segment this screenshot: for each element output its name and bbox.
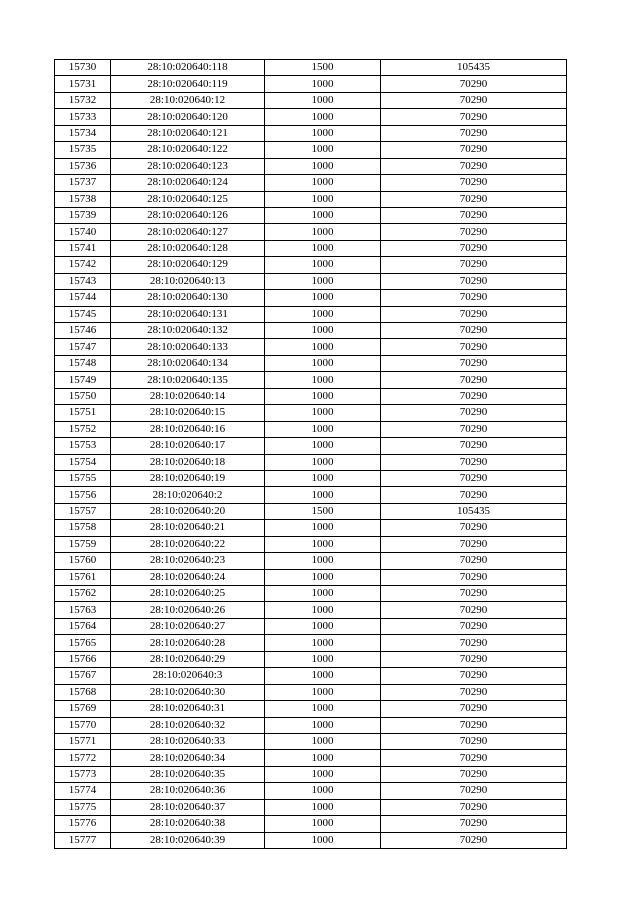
table-row bbox=[55, 60, 567, 76]
cadastral-number-cell: 28:10:020640:36 bbox=[111, 783, 265, 799]
cadastral-number-cell: 28:10:020640:127 bbox=[111, 224, 265, 240]
cadastral-number-cell: 28:10:020640:30 bbox=[111, 684, 265, 700]
cadastral-number-cell: 28:10:020640:33 bbox=[111, 733, 265, 749]
table-row bbox=[55, 668, 567, 684]
cadastral-number-cell: 28:10:020640:19 bbox=[111, 470, 265, 486]
row-number-cell: 15750 bbox=[55, 388, 111, 404]
table-row bbox=[55, 766, 567, 782]
table-row bbox=[55, 92, 567, 108]
row-number-cell: 15749 bbox=[55, 372, 111, 388]
row-number-cell: 15731 bbox=[55, 76, 111, 92]
table-row bbox=[55, 783, 567, 799]
value-cell: 70290 bbox=[381, 306, 567, 322]
table-row bbox=[55, 487, 567, 503]
area-cell: 1000 bbox=[265, 109, 381, 125]
area-cell: 1000 bbox=[265, 816, 381, 832]
row-number-cell: 15751 bbox=[55, 405, 111, 421]
cadastral-number-cell: 28:10:020640:133 bbox=[111, 339, 265, 355]
row-number-cell: 15770 bbox=[55, 717, 111, 733]
value-cell: 70290 bbox=[381, 816, 567, 832]
value-cell: 70290 bbox=[381, 701, 567, 717]
row-number-cell: 15766 bbox=[55, 651, 111, 667]
value-cell: 70290 bbox=[381, 109, 567, 125]
table-row bbox=[55, 306, 567, 322]
table-row bbox=[55, 454, 567, 470]
table-row bbox=[55, 372, 567, 388]
table-row bbox=[55, 586, 567, 602]
row-number-cell: 15734 bbox=[55, 125, 111, 141]
table-row bbox=[55, 701, 567, 717]
area-cell: 1000 bbox=[265, 832, 381, 848]
row-number-cell: 15748 bbox=[55, 355, 111, 371]
value-cell: 70290 bbox=[381, 783, 567, 799]
cadastral-number-cell: 28:10:020640:132 bbox=[111, 323, 265, 339]
table-row bbox=[55, 158, 567, 174]
value-cell: 70290 bbox=[381, 586, 567, 602]
table-row bbox=[55, 175, 567, 191]
cadastral-number-cell: 28:10:020640:38 bbox=[111, 816, 265, 832]
row-number-cell: 15764 bbox=[55, 618, 111, 634]
table-row bbox=[55, 109, 567, 125]
area-cell: 1000 bbox=[265, 717, 381, 733]
area-cell: 1000 bbox=[265, 405, 381, 421]
value-cell: 70290 bbox=[381, 536, 567, 552]
area-cell: 1000 bbox=[265, 355, 381, 371]
value-cell: 70290 bbox=[381, 832, 567, 848]
area-cell: 1000 bbox=[265, 240, 381, 256]
area-cell: 1000 bbox=[265, 339, 381, 355]
row-number-cell: 15761 bbox=[55, 569, 111, 585]
row-number-cell: 15741 bbox=[55, 240, 111, 256]
cadastral-number-cell: 28:10:020640:130 bbox=[111, 290, 265, 306]
cadastral-number-cell: 28:10:020640:18 bbox=[111, 454, 265, 470]
cadastral-number-cell: 28:10:020640:129 bbox=[111, 257, 265, 273]
table-row bbox=[55, 125, 567, 141]
table-row bbox=[55, 339, 567, 355]
cadastral-number-cell: 28:10:020640:31 bbox=[111, 701, 265, 717]
table-row bbox=[55, 470, 567, 486]
area-cell: 1000 bbox=[265, 175, 381, 191]
value-cell: 70290 bbox=[381, 750, 567, 766]
cadastral-number-cell: 28:10:020640:135 bbox=[111, 372, 265, 388]
cadastral-number-cell: 28:10:020640:29 bbox=[111, 651, 265, 667]
cadastral-number-cell: 28:10:020640:126 bbox=[111, 207, 265, 223]
value-cell: 70290 bbox=[381, 766, 567, 782]
area-cell: 1000 bbox=[265, 421, 381, 437]
row-number-cell: 15771 bbox=[55, 733, 111, 749]
cadastral-number-cell: 28:10:020640:2 bbox=[111, 487, 265, 503]
cadastral-number-cell: 28:10:020640:3 bbox=[111, 668, 265, 684]
value-cell: 70290 bbox=[381, 618, 567, 634]
table-row bbox=[55, 355, 567, 371]
value-cell: 70290 bbox=[381, 487, 567, 503]
table-row bbox=[55, 207, 567, 223]
value-cell: 70290 bbox=[381, 92, 567, 108]
row-number-cell: 15765 bbox=[55, 635, 111, 651]
table-row bbox=[55, 273, 567, 289]
cadastral-number-cell: 28:10:020640:131 bbox=[111, 306, 265, 322]
value-cell: 70290 bbox=[381, 273, 567, 289]
value-cell: 70290 bbox=[381, 76, 567, 92]
table-row bbox=[55, 569, 567, 585]
area-cell: 1000 bbox=[265, 323, 381, 339]
value-cell: 70290 bbox=[381, 520, 567, 536]
area-cell: 1000 bbox=[265, 273, 381, 289]
area-cell: 1000 bbox=[265, 569, 381, 585]
value-cell: 70290 bbox=[381, 355, 567, 371]
cadastral-number-cell: 28:10:020640:32 bbox=[111, 717, 265, 733]
value-cell: 70290 bbox=[381, 635, 567, 651]
area-cell: 1000 bbox=[265, 191, 381, 207]
cadastral-number-cell: 28:10:020640:121 bbox=[111, 125, 265, 141]
value-cell: 70290 bbox=[381, 207, 567, 223]
row-number-cell: 15763 bbox=[55, 602, 111, 618]
value-cell: 70290 bbox=[381, 651, 567, 667]
area-cell: 1000 bbox=[265, 224, 381, 240]
cadastral-number-cell: 28:10:020640:37 bbox=[111, 799, 265, 815]
cadastral-number-cell: 28:10:020640:23 bbox=[111, 553, 265, 569]
table-row bbox=[55, 553, 567, 569]
cadastral-number-cell: 28:10:020640:12 bbox=[111, 92, 265, 108]
area-cell: 1000 bbox=[265, 125, 381, 141]
table-row bbox=[55, 733, 567, 749]
table-row bbox=[55, 142, 567, 158]
area-cell: 1000 bbox=[265, 487, 381, 503]
row-number-cell: 15768 bbox=[55, 684, 111, 700]
row-number-cell: 15738 bbox=[55, 191, 111, 207]
row-number-cell: 15758 bbox=[55, 520, 111, 536]
table-row bbox=[55, 405, 567, 421]
value-cell: 70290 bbox=[381, 290, 567, 306]
value-cell: 70290 bbox=[381, 372, 567, 388]
row-number-cell: 15743 bbox=[55, 273, 111, 289]
area-cell: 1000 bbox=[265, 651, 381, 667]
cadastral-number-cell: 28:10:020640:134 bbox=[111, 355, 265, 371]
value-cell: 70290 bbox=[381, 438, 567, 454]
cadastral-number-cell: 28:10:020640:20 bbox=[111, 503, 265, 519]
table-row bbox=[55, 323, 567, 339]
area-cell: 1000 bbox=[265, 536, 381, 552]
row-number-cell: 15775 bbox=[55, 799, 111, 815]
row-number-cell: 15730 bbox=[55, 60, 111, 76]
table-row bbox=[55, 536, 567, 552]
cadastral-number-cell: 28:10:020640:120 bbox=[111, 109, 265, 125]
area-cell: 1000 bbox=[265, 586, 381, 602]
value-cell: 70290 bbox=[381, 240, 567, 256]
value-cell: 70290 bbox=[381, 175, 567, 191]
cadastral-number-cell: 28:10:020640:26 bbox=[111, 602, 265, 618]
row-number-cell: 15762 bbox=[55, 586, 111, 602]
cadastral-number-cell: 28:10:020640:27 bbox=[111, 618, 265, 634]
value-cell: 70290 bbox=[381, 142, 567, 158]
row-number-cell: 15746 bbox=[55, 323, 111, 339]
area-cell: 1000 bbox=[265, 750, 381, 766]
value-cell: 105435 bbox=[381, 60, 567, 76]
table-row bbox=[55, 224, 567, 240]
table-body bbox=[55, 60, 567, 849]
area-cell: 1000 bbox=[265, 553, 381, 569]
value-cell: 70290 bbox=[381, 339, 567, 355]
table-row bbox=[55, 717, 567, 733]
table-row bbox=[55, 257, 567, 273]
cadastral-number-cell: 28:10:020640:21 bbox=[111, 520, 265, 536]
row-number-cell: 15776 bbox=[55, 816, 111, 832]
table-row bbox=[55, 799, 567, 815]
area-cell: 1500 bbox=[265, 60, 381, 76]
table-row bbox=[55, 618, 567, 634]
table-row bbox=[55, 635, 567, 651]
table-row bbox=[55, 240, 567, 256]
area-cell: 1000 bbox=[265, 520, 381, 536]
area-cell: 1000 bbox=[265, 306, 381, 322]
row-number-cell: 15754 bbox=[55, 454, 111, 470]
row-number-cell: 15760 bbox=[55, 553, 111, 569]
area-cell: 1500 bbox=[265, 503, 381, 519]
area-cell: 1000 bbox=[265, 783, 381, 799]
value-cell: 70290 bbox=[381, 684, 567, 700]
row-number-cell: 15737 bbox=[55, 175, 111, 191]
area-cell: 1000 bbox=[265, 388, 381, 404]
cadastral-number-cell: 28:10:020640:16 bbox=[111, 421, 265, 437]
area-cell: 1000 bbox=[265, 602, 381, 618]
row-number-cell: 15747 bbox=[55, 339, 111, 355]
value-cell: 70290 bbox=[381, 158, 567, 174]
cadastral-number-cell: 28:10:020640:28 bbox=[111, 635, 265, 651]
cadastral-number-cell: 28:10:020640:123 bbox=[111, 158, 265, 174]
row-number-cell: 15753 bbox=[55, 438, 111, 454]
table-row bbox=[55, 832, 567, 848]
cadastral-number-cell: 28:10:020640:17 bbox=[111, 438, 265, 454]
value-cell: 70290 bbox=[381, 405, 567, 421]
value-cell: 70290 bbox=[381, 602, 567, 618]
row-number-cell: 15755 bbox=[55, 470, 111, 486]
value-cell: 70290 bbox=[381, 668, 567, 684]
cadastral-number-cell: 28:10:020640:119 bbox=[111, 76, 265, 92]
area-cell: 1000 bbox=[265, 766, 381, 782]
area-cell: 1000 bbox=[265, 290, 381, 306]
area-cell: 1000 bbox=[265, 733, 381, 749]
area-cell: 1000 bbox=[265, 470, 381, 486]
value-cell: 70290 bbox=[381, 569, 567, 585]
value-cell: 70290 bbox=[381, 257, 567, 273]
row-number-cell: 15739 bbox=[55, 207, 111, 223]
area-cell: 1000 bbox=[265, 372, 381, 388]
area-cell: 1000 bbox=[265, 207, 381, 223]
area-cell: 1000 bbox=[265, 257, 381, 273]
row-number-cell: 15744 bbox=[55, 290, 111, 306]
area-cell: 1000 bbox=[265, 92, 381, 108]
row-number-cell: 15777 bbox=[55, 832, 111, 848]
row-number-cell: 15732 bbox=[55, 92, 111, 108]
area-cell: 1000 bbox=[265, 701, 381, 717]
cadastral-number-cell: 28:10:020640:128 bbox=[111, 240, 265, 256]
table-row bbox=[55, 520, 567, 536]
row-number-cell: 15769 bbox=[55, 701, 111, 717]
table-row bbox=[55, 503, 567, 519]
table-row bbox=[55, 388, 567, 404]
row-number-cell: 15735 bbox=[55, 142, 111, 158]
table-row bbox=[55, 602, 567, 618]
row-number-cell: 15742 bbox=[55, 257, 111, 273]
cadastral-number-cell: 28:10:020640:15 bbox=[111, 405, 265, 421]
row-number-cell: 15752 bbox=[55, 421, 111, 437]
cadastral-number-cell: 28:10:020640:14 bbox=[111, 388, 265, 404]
table-row bbox=[55, 684, 567, 700]
value-cell: 70290 bbox=[381, 470, 567, 486]
area-cell: 1000 bbox=[265, 618, 381, 634]
land-plot-table bbox=[54, 59, 567, 849]
row-number-cell: 15772 bbox=[55, 750, 111, 766]
value-cell: 70290 bbox=[381, 191, 567, 207]
value-cell: 70290 bbox=[381, 224, 567, 240]
row-number-cell: 15757 bbox=[55, 503, 111, 519]
value-cell: 105435 bbox=[381, 503, 567, 519]
area-cell: 1000 bbox=[265, 142, 381, 158]
row-number-cell: 15740 bbox=[55, 224, 111, 240]
cadastral-number-cell: 28:10:020640:124 bbox=[111, 175, 265, 191]
row-number-cell: 15773 bbox=[55, 766, 111, 782]
row-number-cell: 15767 bbox=[55, 668, 111, 684]
row-number-cell: 15745 bbox=[55, 306, 111, 322]
value-cell: 70290 bbox=[381, 454, 567, 470]
area-cell: 1000 bbox=[265, 438, 381, 454]
cadastral-number-cell: 28:10:020640:125 bbox=[111, 191, 265, 207]
table-row bbox=[55, 290, 567, 306]
row-number-cell: 15759 bbox=[55, 536, 111, 552]
value-cell: 70290 bbox=[381, 125, 567, 141]
table-row bbox=[55, 651, 567, 667]
table-row bbox=[55, 191, 567, 207]
cadastral-number-cell: 28:10:020640:35 bbox=[111, 766, 265, 782]
value-cell: 70290 bbox=[381, 323, 567, 339]
value-cell: 70290 bbox=[381, 717, 567, 733]
table-row bbox=[55, 816, 567, 832]
cadastral-number-cell: 28:10:020640:25 bbox=[111, 586, 265, 602]
area-cell: 1000 bbox=[265, 799, 381, 815]
area-cell: 1000 bbox=[265, 635, 381, 651]
cadastral-number-cell: 28:10:020640:122 bbox=[111, 142, 265, 158]
table-row bbox=[55, 438, 567, 454]
value-cell: 70290 bbox=[381, 421, 567, 437]
area-cell: 1000 bbox=[265, 158, 381, 174]
row-number-cell: 15756 bbox=[55, 487, 111, 503]
cadastral-number-cell: 28:10:020640:118 bbox=[111, 60, 265, 76]
table-row bbox=[55, 421, 567, 437]
cadastral-number-cell: 28:10:020640:24 bbox=[111, 569, 265, 585]
table-row bbox=[55, 76, 567, 92]
value-cell: 70290 bbox=[381, 733, 567, 749]
area-cell: 1000 bbox=[265, 668, 381, 684]
row-number-cell: 15736 bbox=[55, 158, 111, 174]
value-cell: 70290 bbox=[381, 553, 567, 569]
table-row bbox=[55, 750, 567, 766]
value-cell: 70290 bbox=[381, 799, 567, 815]
cadastral-number-cell: 28:10:020640:13 bbox=[111, 273, 265, 289]
area-cell: 1000 bbox=[265, 684, 381, 700]
cadastral-number-cell: 28:10:020640:22 bbox=[111, 536, 265, 552]
area-cell: 1000 bbox=[265, 454, 381, 470]
row-number-cell: 15774 bbox=[55, 783, 111, 799]
row-number-cell: 15733 bbox=[55, 109, 111, 125]
cadastral-number-cell: 28:10:020640:34 bbox=[111, 750, 265, 766]
cadastral-number-cell: 28:10:020640:39 bbox=[111, 832, 265, 848]
value-cell: 70290 bbox=[381, 388, 567, 404]
area-cell: 1000 bbox=[265, 76, 381, 92]
